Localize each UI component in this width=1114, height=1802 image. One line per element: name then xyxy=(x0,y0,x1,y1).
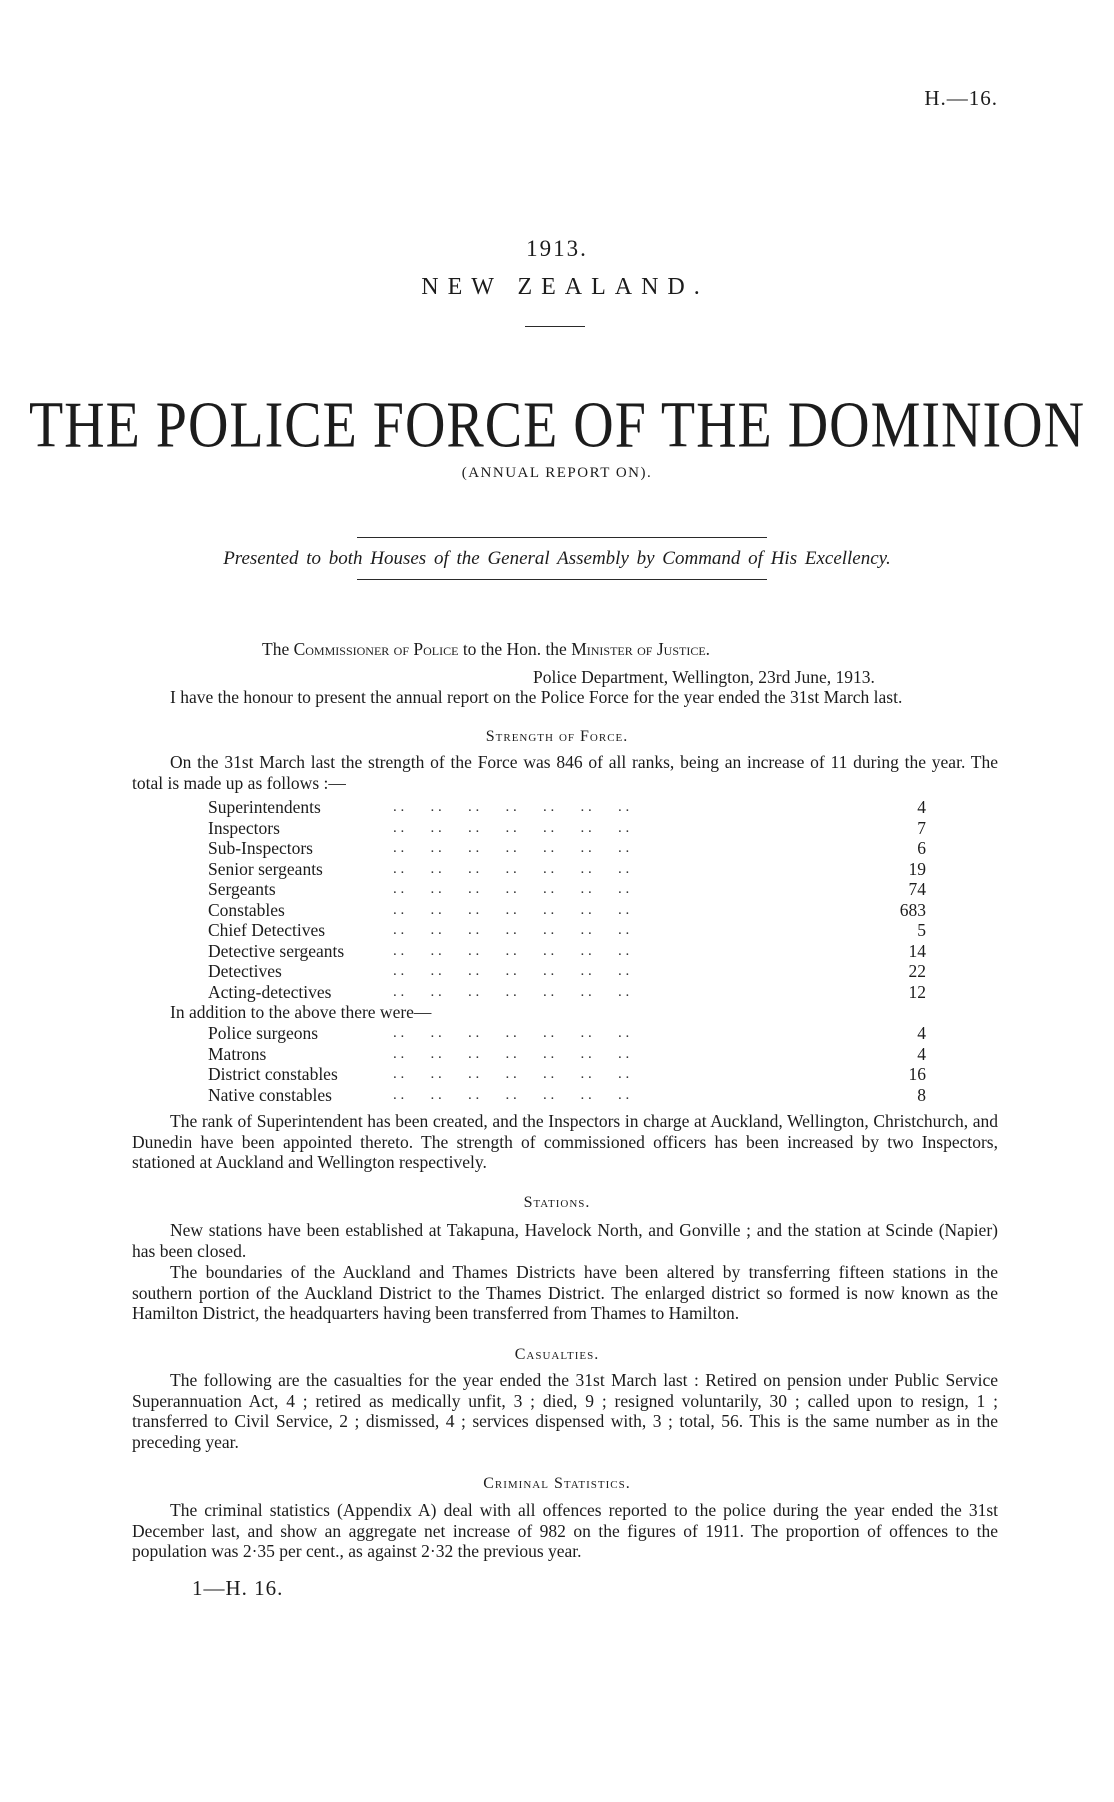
extra-row xyxy=(208,1064,926,1085)
stations-paragraph-2: The boundaries of the Auckland and Thames Districts have been altered by transferring fifteen stations in the southern portion of the Auckland District to the Thames District. The enlarged district so formed is now known as the Hamilton District, the headquarters having been transferred from Thames to Hamilton. xyxy=(132,1262,998,1323)
strength-value: 6 xyxy=(917,838,926,858)
strength-value: 4 xyxy=(917,797,926,817)
address-minister: Minister of Justice. xyxy=(571,639,711,659)
leader-dots: . . . . . . . . . . . . . . xyxy=(393,1086,630,1103)
strength-row xyxy=(208,941,926,962)
dateline: Police Department, Wellington, 23rd June, 1913. xyxy=(533,667,875,687)
extra-label: District constables xyxy=(208,1064,338,1084)
strength-row xyxy=(208,961,926,982)
strength-label: Constables xyxy=(208,899,285,920)
leader-dots: . . . . . . . . . . . . . . xyxy=(393,942,630,959)
casualties-paragraph: The following are the casualties for the year ended the 31st March last : Retired on pension under Public Service Superannuation Act, 4 ; retired as medically unfit, 3 ; died, 9 ; resigned voluntarily, 30 ; called upon to resign, 1 ; transferred to Civil Service, 2 ; dismissed, 4 ; services dispensed with, 3 ; total, 56. This is the same number as in the preceding year. xyxy=(132,1370,998,1452)
strength-value: 19 xyxy=(908,858,926,879)
presented-line: Presented to both Houses of the General Assembly by Command of His Excellency. xyxy=(223,548,891,569)
extra-value: 4 xyxy=(917,1023,926,1043)
strength-row xyxy=(208,818,926,839)
strength-label: Sub-Inspectors xyxy=(208,838,313,858)
leader-dots: . . . . . . . . . . . . . . xyxy=(393,983,630,1000)
strength-label: Senior sergeants xyxy=(208,858,323,879)
country-heading: NEW ZEALAND. xyxy=(421,274,709,300)
report-title: THE POLICE FORCE OF THE DOMINION xyxy=(28,388,1086,462)
criminal-paragraph: The criminal statistics (Appendix A) deal with all offences reported to the police during the year ended the 31st December last, and show an aggregate net increase of 982 on the figures of 1911. The proportion of offences to the population was 2·35 per cent., as against 2·32 the previous year. xyxy=(132,1500,998,1561)
extra-row xyxy=(208,1044,926,1065)
criminal-heading: Criminal Statistics. xyxy=(483,1475,631,1492)
intro-paragraph: I have the honour to present the annual report on the Police Force for the year ended the 31st March last. xyxy=(170,687,903,707)
strength-row xyxy=(208,838,926,859)
strength-value: 5 xyxy=(917,920,926,940)
strength-label: Acting-detectives xyxy=(208,981,332,1002)
strength-value: 74 xyxy=(908,879,926,899)
strength-value: 22 xyxy=(908,961,926,981)
strength-paragraph: On the 31st March last the strength of the Force was 846 of all ranks, being an increase of 11 during the year. The total is made up as follows :— xyxy=(132,752,998,793)
extra-value: 4 xyxy=(917,1043,926,1064)
strength-label: Inspectors xyxy=(208,817,280,838)
stations-paragraph-1: New stations have been established at Takapuna, Havelock North, and Gonville ; and the station at Scinde (Napier) has been closed. xyxy=(132,1220,998,1261)
leader-dots: . . . . . . . . . . . . . . xyxy=(393,1025,630,1041)
strength-label: Chief Detectives xyxy=(208,920,326,940)
extra-row xyxy=(208,1085,926,1106)
strength-label: Detective sergeants xyxy=(208,940,345,961)
strength-row xyxy=(208,797,926,818)
strength-value: 12 xyxy=(908,981,926,1002)
address-to: to the Hon. the xyxy=(462,639,567,659)
report-subtitle: (ANNUAL REPORT ON). xyxy=(461,465,653,481)
leader-dots: . . . . . . . . . . . . . . xyxy=(393,922,630,938)
strength-value: 14 xyxy=(908,940,926,961)
extra-label: Native constables xyxy=(208,1084,332,1105)
letter-address xyxy=(262,639,710,660)
leader-dots: . . . . . . . . . . . . . . xyxy=(393,819,630,836)
addition-label: In addition to the above there were— xyxy=(170,1002,432,1022)
leader-dots: . . . . . . . . . . . . . . xyxy=(393,799,630,815)
casualties-heading: Casualties. xyxy=(514,1346,600,1363)
address-the: The xyxy=(262,639,290,659)
strength-row xyxy=(208,900,926,921)
strength-label: Sergeants xyxy=(208,879,276,899)
extra-value: 8 xyxy=(917,1084,926,1105)
signature-mark: 1—H. 16. xyxy=(192,1576,284,1600)
strength-row xyxy=(208,879,926,900)
document-year: 1913. xyxy=(526,236,588,261)
strength-row xyxy=(208,982,926,1003)
strength-closing: The rank of Superintendent has been created, and the Inspectors in charge at Auckland, Wellington, Christchurch, and Dunedin have been appointed thereto. The strength of commissioned officers has been increased by two Inspectors, stationed at Auckland and Wellington respectively. xyxy=(132,1111,998,1172)
extra-label: Police surgeons xyxy=(208,1023,319,1043)
leader-dots: . . . . . . . . . . . . . . xyxy=(393,860,630,877)
extra-row xyxy=(208,1023,926,1044)
leader-dots: . . . . . . . . . . . . . . xyxy=(393,1045,630,1062)
strength-row xyxy=(208,859,926,880)
leader-dots: . . . . . . . . . . . . . . xyxy=(393,901,630,918)
strength-value: 7 xyxy=(917,817,926,838)
leader-dots: . . . . . . . . . . . . . . xyxy=(393,881,630,897)
strength-label: Detectives xyxy=(208,961,282,981)
strength-heading: Strength of Force. xyxy=(485,728,629,745)
page-reference: H.—16. xyxy=(924,86,998,110)
leader-dots: . . . . . . . . . . . . . . xyxy=(393,840,630,856)
stations-heading: Stations. xyxy=(523,1194,591,1211)
extra-value: 16 xyxy=(908,1064,926,1084)
address-commissioner: Commissioner of Police xyxy=(293,639,459,659)
strength-value: 683 xyxy=(899,899,926,920)
divider-short xyxy=(525,326,585,327)
divider-top xyxy=(357,537,767,538)
divider-bottom xyxy=(357,579,767,580)
strength-label: Superintendents xyxy=(208,797,321,817)
extra-label: Matrons xyxy=(208,1043,267,1064)
leader-dots: . . . . . . . . . . . . . . xyxy=(393,963,630,979)
leader-dots: . . . . . . . . . . . . . . xyxy=(393,1066,630,1082)
strength-row xyxy=(208,920,926,941)
